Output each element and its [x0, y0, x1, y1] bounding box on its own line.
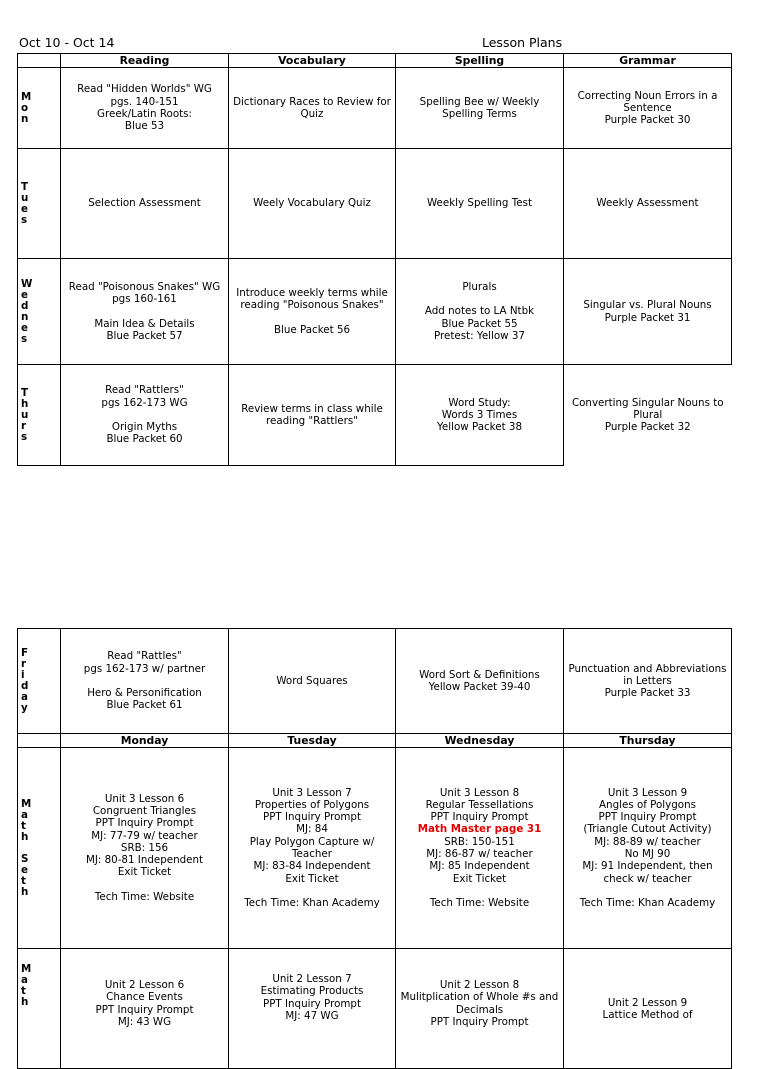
wednesday-grammar-cell: Singular vs. Plural Nouns Purple Packet 31 [564, 259, 732, 365]
row-label-math-seth: M a t h S e t h [18, 748, 61, 949]
row-label-math: M a t h [18, 949, 61, 1069]
column-header-vocabulary: Vocabulary [229, 54, 396, 68]
math-wednesday-cell: Unit 2 Lesson 8 Mulitplication of Whole #s and Decimals PPT Inquiry Prompt [396, 949, 564, 1069]
column-header-spelling: Spelling [396, 54, 564, 68]
math-master-highlight: Math Master page 31 [417, 823, 542, 836]
day-label-tuesday: T u e s [18, 149, 61, 259]
day-label-wednesday: W e d n e s [18, 259, 61, 365]
math-thursday-cell: Unit 2 Lesson 9 Lattice Method of [564, 949, 732, 1069]
column-header-reading: Reading [61, 54, 229, 68]
tuesday-spelling-cell: Weekly Spelling Test [396, 149, 564, 259]
day-label-monday: M o n [18, 68, 61, 149]
tuesday-vocabulary-cell: Weely Vocabulary Quiz [229, 149, 396, 259]
thursday-reading-cell: Read "Rattlers" pgs 162-173 WG Origin Myths Blue Packet 60 [61, 365, 229, 466]
thursday-grammar-cell: Converting Singular Nouns to Plural Purple Packet 32 [564, 365, 732, 466]
wednesday-spelling-cell: Plurals Add notes to LA Ntbk Blue Packet 55 Pretest: Yellow 37 [396, 259, 564, 365]
corner-cell-math [18, 734, 61, 748]
wednesday-lesson-details: SRB: 150-151 MJ: 86-87 w/ teacher MJ: 85 Independent Exit Ticket Tech Time: Website [426, 835, 533, 910]
math-seth-wednesday-cell [396, 748, 564, 949]
column-header-wednesday: Wednesday [396, 734, 564, 748]
thursday-vocabulary-cell: Review terms in class while reading "Rattlers" [229, 365, 396, 466]
top-lesson-table [17, 53, 732, 466]
math-seth-monday-cell: Unit 3 Lesson 6 Congruent Triangles PPT Inquiry Prompt MJ: 77-79 w/ teacher SRB: 156 MJ: 80-81 Independent Exit Ticket Tech Time: Website [61, 748, 229, 949]
wednesday-reading-cell: Read "Poisonous Snakes" WG pgs 160-161 Main Idea & Details Blue Packet 57 [61, 259, 229, 365]
day-label-friday: F r i d a y [18, 629, 61, 734]
thursday-spelling-cell: Word Study: Words 3 Times Yellow Packet 38 [396, 365, 564, 466]
wednesday-lesson-text: Unit 3 Lesson 8 Regular Tessellations PPT Inquiry Prompt [425, 786, 534, 824]
page-title: Lesson Plans [482, 35, 563, 50]
wednesday-vocabulary-cell: Introduce weekly terms while reading "Poisonous Snakes" Blue Packet 56 [229, 259, 396, 365]
friday-vocabulary-cell: Word Squares [229, 629, 396, 734]
math-seth-tuesday-cell: Unit 3 Lesson 7 Properties of Polygons PPT Inquiry Prompt MJ: 84 Play Polygon Capture w/ Teacher MJ: 83-84 Independent Exit Ticket Tech Time: Khan Academy [229, 748, 396, 949]
date-range: Oct 10 - Oct 14 [19, 35, 115, 50]
column-header-thursday: Thursday [564, 734, 732, 748]
friday-grammar-cell: Punctuation and Abbreviations in Letters Purple Packet 33 [564, 629, 732, 734]
monday-spelling-cell: Spelling Bee w/ Weekly Spelling Terms [396, 68, 564, 149]
math-tuesday-cell: Unit 2 Lesson 7 Estimating Products PPT Inquiry Prompt MJ: 47 WG [229, 949, 396, 1069]
column-header-monday: Monday [61, 734, 229, 748]
friday-spelling-cell: Word Sort & Definitions Yellow Packet 39-40 [396, 629, 564, 734]
math-monday-cell: Unit 2 Lesson 6 Chance Events PPT Inquiry Prompt MJ: 43 WG [61, 949, 229, 1069]
monday-vocabulary-cell: Dictionary Races to Review for Quiz [229, 68, 396, 149]
math-seth-thursday-cell: Unit 3 Lesson 9 Angles of Polygons PPT Inquiry Prompt (Triangle Cutout Activity) MJ: 88-89 w/ teacher No MJ 90 MJ: 91 Independent, then check w/ teacher Tech Time: Khan Academy [564, 748, 732, 949]
column-header-grammar: Grammar [564, 54, 732, 68]
tuesday-reading-cell: Selection Assessment [61, 149, 229, 259]
friday-reading-cell: Read "Rattles" pgs 162-173 w/ partner Hero & Personification Blue Packet 61 [61, 629, 229, 734]
day-label-thursday: T h u r s [18, 365, 61, 466]
column-header-tuesday: Tuesday [229, 734, 396, 748]
bottom-lesson-table [17, 628, 732, 1069]
monday-grammar-cell: Correcting Noun Errors in a Sentence Purple Packet 30 [564, 68, 732, 149]
monday-reading-cell: Read "Hidden Worlds" WG pgs. 140-151 Greek/Latin Roots: Blue 53 [61, 68, 229, 149]
corner-cell [18, 54, 61, 68]
tuesday-grammar-cell: Weekly Assessment [564, 149, 732, 259]
